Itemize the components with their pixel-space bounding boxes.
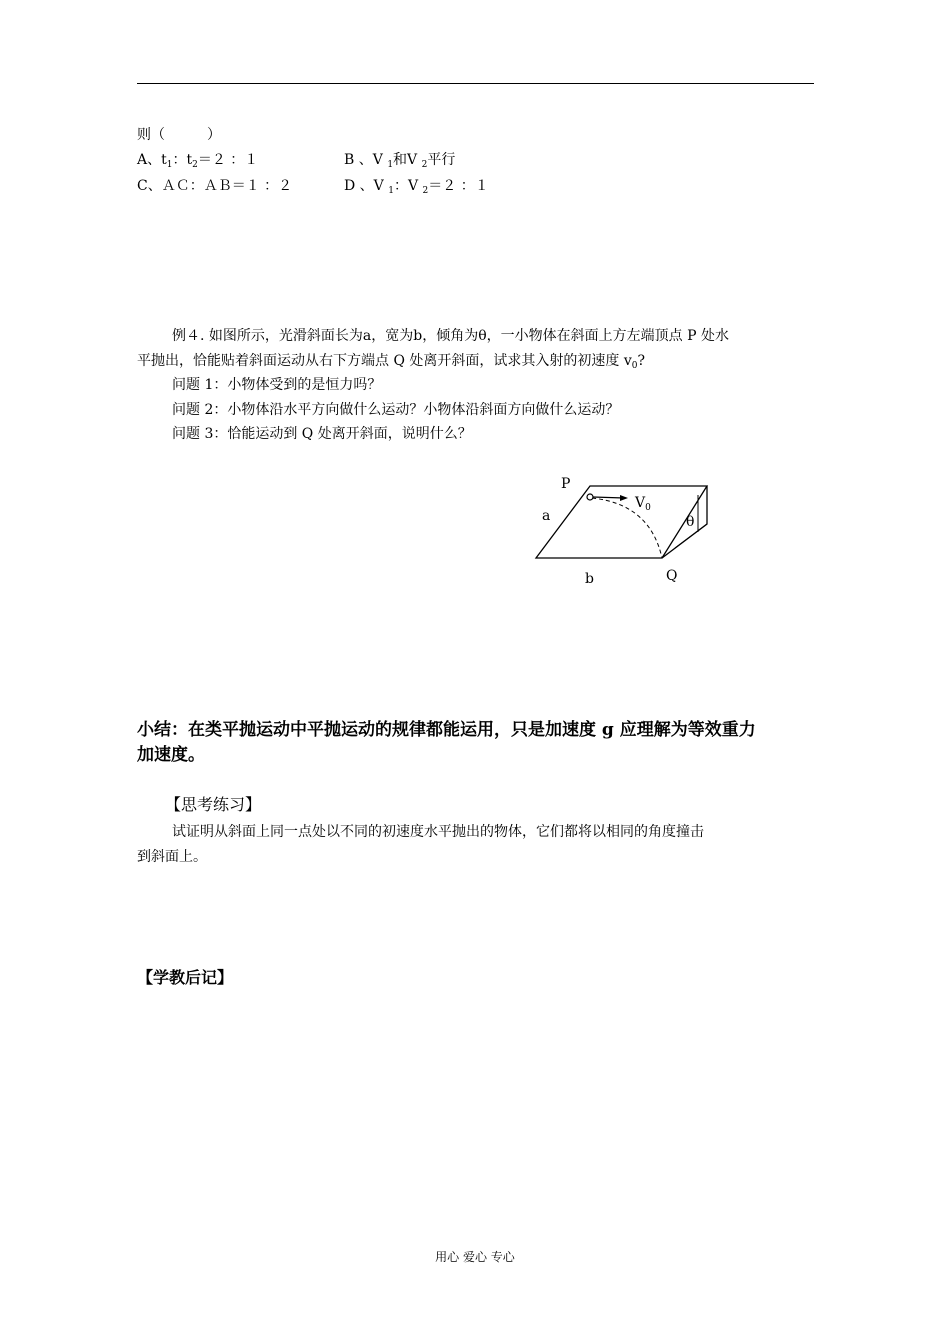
example4-line1: 例４. 如图所示，光滑斜面长为a，宽为b，倾角为θ，一小物体在斜面上方左端顶点 P 处水 (172, 328, 729, 344)
practice-line1: 试证明从斜面上同一点处以不同的初速度水平抛出的物体，它们都将以相同的角度撞击 (172, 824, 704, 840)
label-theta: θ (686, 514, 695, 530)
summary-line1: 小结：在类平抛运动中平抛运动的规律都能运用，只是加速度 g 应理解为等效重力 (137, 720, 756, 740)
page-footer: 用心 爱心 专心 (435, 1250, 515, 1264)
question-1: 问题 1：小物体受到的是恒力吗？ (172, 377, 382, 393)
afterword-heading: 【学教后记】 (137, 968, 234, 987)
incline-figure (520, 468, 750, 588)
label-v0: $V_0$ (635, 495, 651, 513)
example4-line2: 平抛出，恰能贴着斜面运动从右下方端点 Q 处离开斜面，试求其入射的初速度 $v_0$? (137, 353, 645, 371)
practice-line2: 到斜面上。 (137, 849, 207, 865)
choice-row-ab (137, 148, 258, 174)
choices-stem: 则（ ） (137, 127, 221, 143)
velocity-arrow-shaft (593, 497, 624, 498)
choice-a: A、$t_1$：$t_2=2$ ：１ (137, 152, 259, 170)
velocity-arrow-head (620, 495, 628, 501)
choice-b: B 、V $_1$和V $_2$平行 (344, 152, 456, 170)
practice-heading: 【思考练习】 (165, 795, 262, 814)
label-a: a (542, 508, 551, 524)
choice-c: C、ＡＣ：ＡＢ＝１ ：２ (137, 178, 293, 194)
label-q: Q (666, 568, 678, 584)
label-b: b (585, 571, 594, 587)
question-2: 问题 2：小物体沿水平方向做什么运动？小物体沿斜面方向做什么运动？ (172, 402, 620, 418)
header-rule (137, 83, 814, 84)
trajectory-path (592, 498, 662, 558)
choice-d: D 、V $_1$：V $_2$＝２ ：１ (344, 178, 489, 196)
particle-marker (587, 494, 593, 500)
summary-line2: 加速度。 (137, 745, 205, 765)
label-p: P (561, 476, 571, 492)
question-3: 问题 3：恰能运动到 Q 处离开斜面，说明什么？ (172, 426, 472, 442)
